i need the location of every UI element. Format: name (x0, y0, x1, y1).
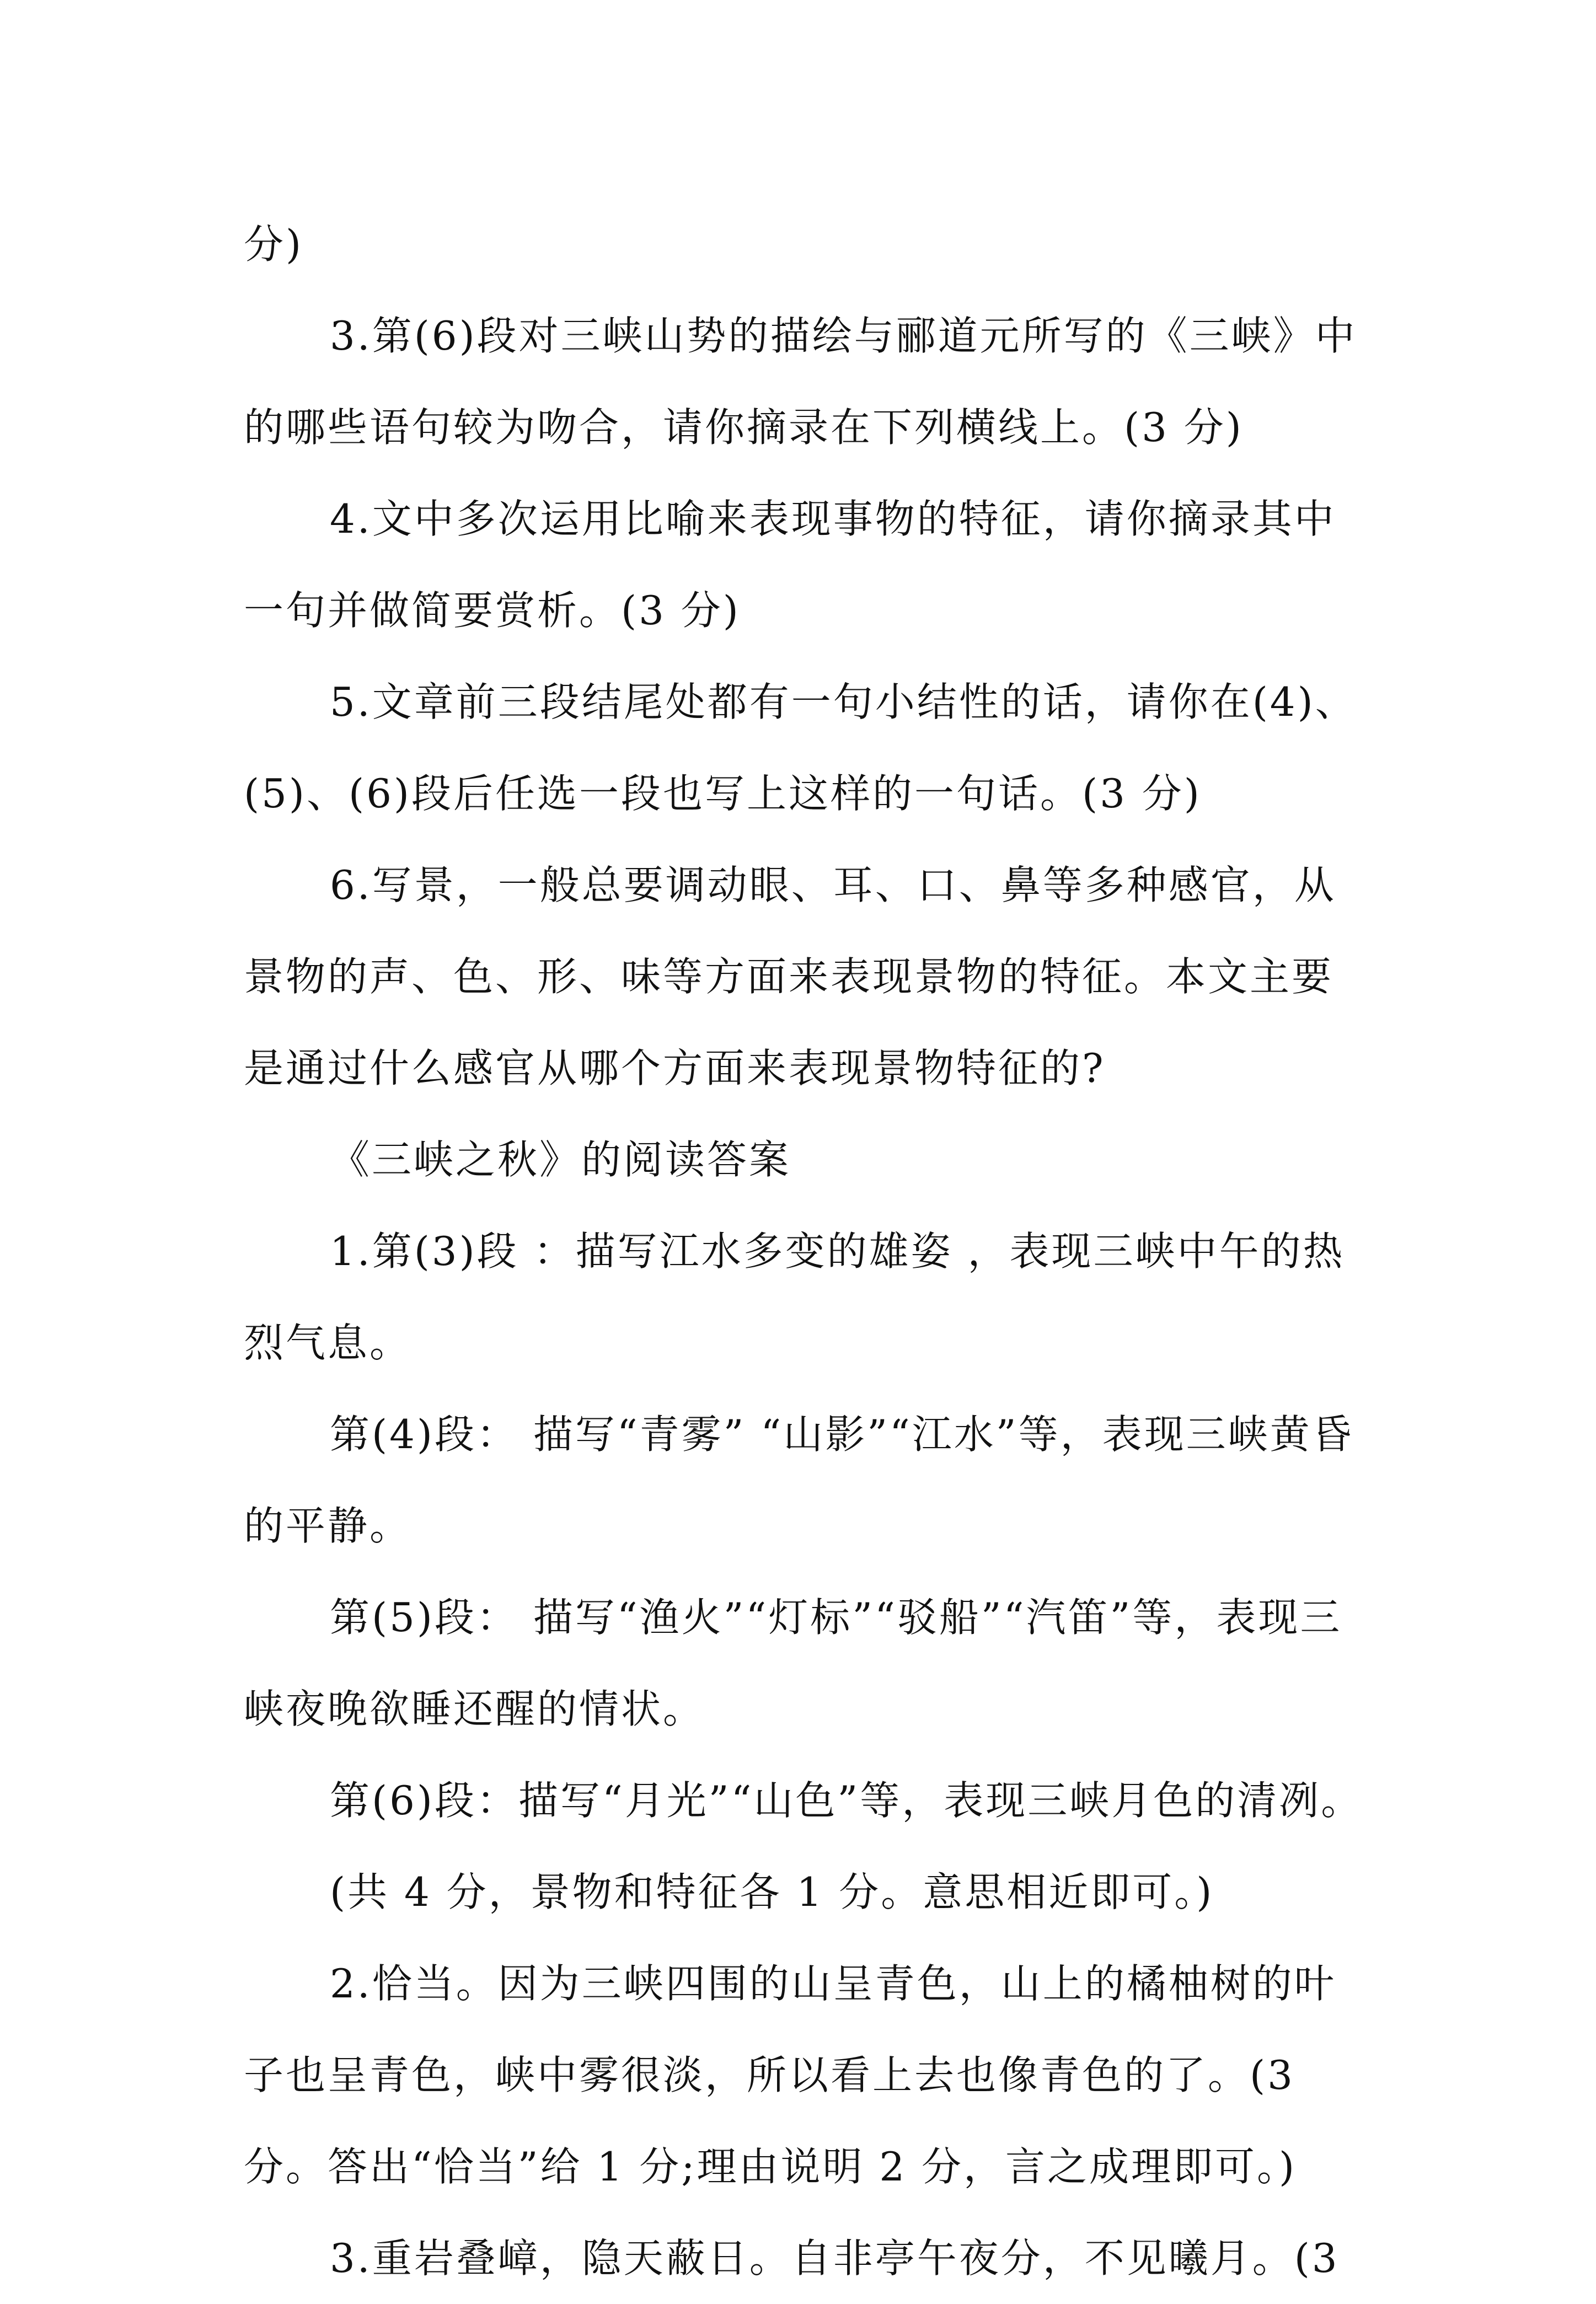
answer-3: 3.重岩叠嶂，隐天蔽日。自非亭午夜分，不见曦月。(3 (330, 2235, 1340, 2281)
answer-1-paragraph-3: 1.第(3)段 ：描写江水多变的雄姿 ，表现三峡中午的热烈气息。 (244, 1228, 1345, 1366)
paragraph-continuation: 分) (244, 221, 304, 267)
document-body (244, 199, 1374, 2304)
answer-1-scoring-note: (共 4 分，景物和特征各 1 分。意思相近即可。) (330, 1869, 1214, 1915)
question-4: 4.文中多次运用比喻来表现事物的特征，请你摘录其中一句并做简要赏析。(3 分) (244, 496, 1336, 634)
question-5: 5.文章前三段结尾处都有一句小结性的话，请你在(4)、(5)、(6)段后任选一段也写上这样的一句话。(3 分) (244, 679, 1357, 817)
question-3: 3.第(6)段对三峡山势的描绘与郦道元所写的《三峡》中的哪些语句较为吻合，请你摘录在下列横线上。(3 分) (244, 313, 1357, 451)
answer-2: 2.恰当。因为三峡四围的山呈青色，山上的橘柚树的叶子也呈青色，峡中雾很淡，所以看上去也像青色的了。(3 分。答出“恰当”给 1 分;理由说明 2 分，言之成理即可。) (244, 1960, 1336, 2190)
answer-1-paragraph-6: 第(6)段：描写“月光”“山色”等，表现三峡月色的清冽。 (330, 1777, 1363, 1824)
question-6: 6.写景，一般总要调动眼、耳、口、鼻等多种感官，从景物的声、色、形、味等方面来表现景物的特征。本文主要是通过什么感官从哪个方面来表现景物特征的? (244, 862, 1336, 1091)
answer-1-paragraph-5: 第(5)段： 描写“渔火”“灯标”“驳船”“汽笛”等，表现三峡夜晚欲睡还醒的情状。 (244, 1594, 1342, 1732)
answer-heading: 《三峡之秋》的阅读答案 (330, 1137, 791, 1183)
answer-1-paragraph-4: 第(4)段： 描写“青雾” “山影”“江水”等，表现三峡黄昏的平静。 (244, 1411, 1354, 1549)
